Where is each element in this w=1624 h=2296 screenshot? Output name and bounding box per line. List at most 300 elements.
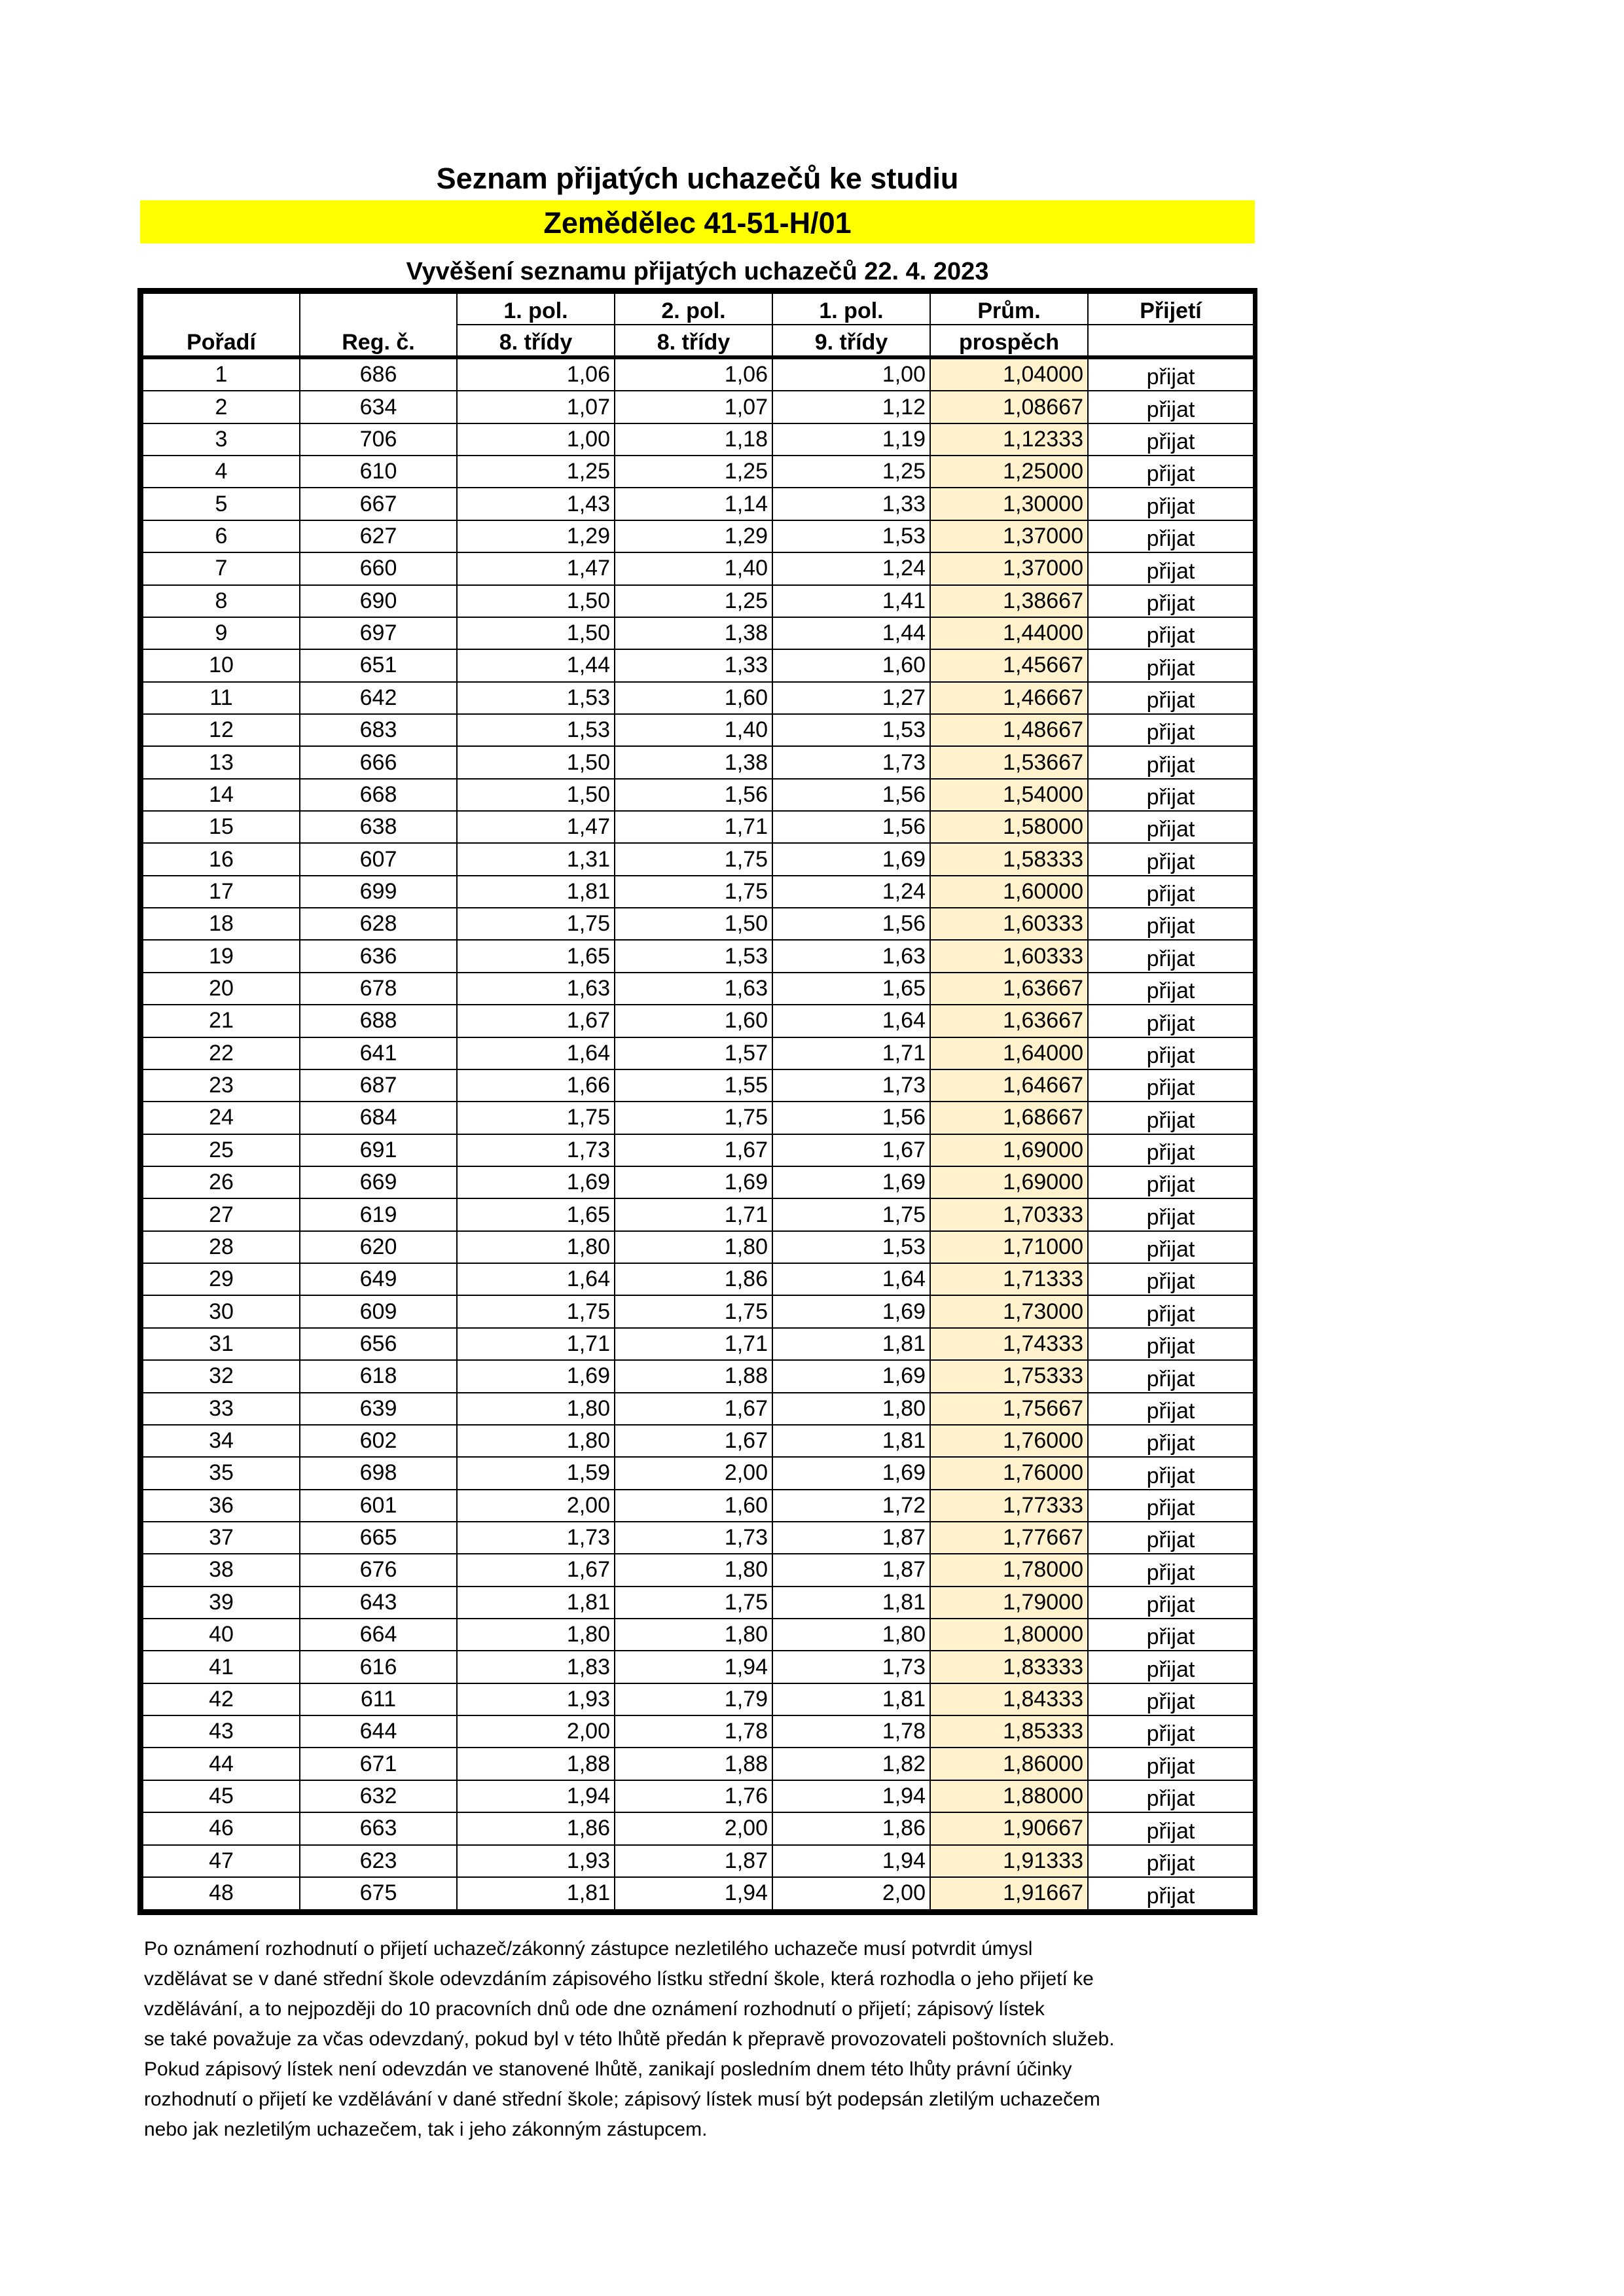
rank-cell: 1: [143, 357, 300, 391]
grade3-cell: 1,69: [772, 1166, 930, 1198]
note-line: rozhodnutí o přijetí ke vzdělávání v dané střední škole; zápisový lístek musí být podepsán zletilým uchazečem: [144, 2089, 1100, 2110]
grade2-cell: 1,60: [615, 682, 772, 714]
table-row: [143, 1198, 1254, 1230]
grade3-cell: 1,73: [772, 1651, 930, 1683]
grade3-cell: 1,41: [772, 585, 930, 617]
average-cell: 1,46667: [930, 682, 1088, 714]
header-admission-blank: [1088, 325, 1254, 357]
average-cell: 1,60333: [930, 908, 1088, 940]
grade1-cell: 2,00: [457, 1715, 615, 1748]
table-row: [143, 973, 1254, 1005]
admission-cell: přijat: [1088, 1295, 1254, 1327]
grade1-cell: 1,65: [457, 940, 615, 972]
grade1-cell: 1,86: [457, 1812, 615, 1844]
average-cell: 1,88000: [930, 1780, 1088, 1812]
grade2-cell: 1,07: [615, 391, 772, 423]
grade3-cell: 1,25: [772, 456, 930, 488]
admission-cell: přijat: [1088, 1457, 1254, 1489]
admission-cell: přijat: [1088, 811, 1254, 843]
grade2-cell: 1,94: [615, 1877, 772, 1910]
rank-cell: 45: [143, 1780, 300, 1812]
admission-cell: přijat: [1088, 391, 1254, 423]
table-row: [143, 1037, 1254, 1069]
results-table: [137, 288, 1257, 1915]
grade1-cell: 1,53: [457, 682, 615, 714]
table-row: [143, 617, 1254, 649]
grade3-cell: 1,72: [772, 1490, 930, 1522]
grade3-cell: 1,81: [772, 1683, 930, 1715]
grade3-cell: 1,94: [772, 1780, 930, 1812]
admission-cell: přijat: [1088, 357, 1254, 391]
admission-cell: přijat: [1088, 1587, 1254, 1619]
table-row: [143, 1587, 1254, 1619]
average-cell: 1,60333: [930, 940, 1088, 972]
admission-cell: přijat: [1088, 617, 1254, 649]
average-cell: 1,58000: [930, 811, 1088, 843]
rank-cell: 37: [143, 1522, 300, 1554]
header-avg-top: Prům.: [930, 293, 1088, 325]
grade2-cell: 1,06: [615, 357, 772, 391]
grade3-cell: 1,19: [772, 423, 930, 456]
reg-cell: 683: [300, 714, 457, 746]
table-row: [143, 1877, 1254, 1910]
table-row: [143, 1166, 1254, 1198]
rank-cell: 27: [143, 1198, 300, 1230]
admission-cell: přijat: [1088, 940, 1254, 972]
grade2-cell: 1,75: [615, 1587, 772, 1619]
rank-cell: 10: [143, 649, 300, 681]
rank-cell: 11: [143, 682, 300, 714]
average-cell: 1,86000: [930, 1748, 1088, 1780]
grade1-cell: 1,75: [457, 1102, 615, 1134]
grade2-cell: 1,50: [615, 908, 772, 940]
average-cell: 1,69000: [930, 1134, 1088, 1166]
grade2-cell: 1,71: [615, 811, 772, 843]
grade2-cell: 1,69: [615, 1166, 772, 1198]
grade1-cell: 1,93: [457, 1683, 615, 1715]
header-col1-bottom: 8. třídy: [457, 325, 615, 357]
grade1-cell: 1,80: [457, 1393, 615, 1425]
grade1-cell: 1,00: [457, 423, 615, 456]
average-cell: 1,71333: [930, 1263, 1088, 1295]
table-row: [143, 1490, 1254, 1522]
table-row: [143, 1425, 1254, 1457]
admission-cell: přijat: [1088, 649, 1254, 681]
admission-cell: přijat: [1088, 1845, 1254, 1877]
grade2-cell: 1,87: [615, 1845, 772, 1877]
grade1-cell: 1,07: [457, 391, 615, 423]
grade2-cell: 1,71: [615, 1328, 772, 1360]
grade1-cell: 1,50: [457, 746, 615, 778]
table-row: [143, 940, 1254, 972]
rank-cell: 28: [143, 1231, 300, 1263]
table-row: [143, 714, 1254, 746]
note-line: vzdělávat se v dané střední škole odevzdáním zápisového lístku střední škole, která rozhodla o jeho přijetí ke: [144, 1968, 1094, 1990]
grade2-cell: 1,38: [615, 746, 772, 778]
admission-cell: přijat: [1088, 1328, 1254, 1360]
grade3-cell: 1,71: [772, 1037, 930, 1069]
admission-cell: přijat: [1088, 585, 1254, 617]
admission-cell: přijat: [1088, 456, 1254, 488]
grade1-cell: 1,53: [457, 714, 615, 746]
grade3-cell: 1,86: [772, 1812, 930, 1844]
admission-cell: přijat: [1088, 682, 1254, 714]
header-col2-bottom: 8. třídy: [615, 325, 772, 357]
table-row: [143, 779, 1254, 811]
rank-cell: 16: [143, 843, 300, 875]
rank-cell: 43: [143, 1715, 300, 1748]
grade1-cell: 1,81: [457, 1877, 615, 1910]
admission-cell: přijat: [1088, 1554, 1254, 1586]
reg-cell: 678: [300, 973, 457, 1005]
grade1-cell: 1,43: [457, 488, 615, 520]
grade3-cell: 1,65: [772, 973, 930, 1005]
rank-cell: 33: [143, 1393, 300, 1425]
grade2-cell: 1,75: [615, 876, 772, 908]
table-row: [143, 391, 1254, 423]
table-row: [143, 1780, 1254, 1812]
table-row: [143, 1005, 1254, 1037]
grade2-cell: 1,33: [615, 649, 772, 681]
average-cell: 1,91667: [930, 1877, 1088, 1910]
reg-cell: 609: [300, 1295, 457, 1327]
grade1-cell: 1,69: [457, 1360, 615, 1392]
average-cell: 1,25000: [930, 456, 1088, 488]
reg-cell: 601: [300, 1490, 457, 1522]
grade2-cell: 1,67: [615, 1134, 772, 1166]
admission-cell: přijat: [1088, 552, 1254, 584]
grade3-cell: 1,82: [772, 1748, 930, 1780]
grade3-cell: 2,00: [772, 1877, 930, 1910]
table-row: [143, 1360, 1254, 1392]
reg-cell: 651: [300, 649, 457, 681]
admission-cell: přijat: [1088, 1069, 1254, 1102]
admission-cell: přijat: [1088, 1134, 1254, 1166]
grade3-cell: 1,73: [772, 1069, 930, 1102]
admission-cell: přijat: [1088, 1812, 1254, 1844]
admission-cell: přijat: [1088, 1102, 1254, 1134]
reg-cell: 642: [300, 682, 457, 714]
average-cell: 1,69000: [930, 1166, 1088, 1198]
grade1-cell: 1,73: [457, 1522, 615, 1554]
table-row: [143, 456, 1254, 488]
grade2-cell: 1,38: [615, 617, 772, 649]
program-name: Zemědělec 41-51-H/01: [140, 200, 1255, 243]
admission-cell: přijat: [1088, 1425, 1254, 1457]
average-cell: 1,30000: [930, 488, 1088, 520]
table-row: [143, 876, 1254, 908]
rank-cell: 9: [143, 617, 300, 649]
average-cell: 1,54000: [930, 779, 1088, 811]
header-col2-top: 2. pol.: [615, 293, 772, 325]
grade3-cell: 1,60: [772, 649, 930, 681]
table-row: [143, 649, 1254, 681]
grade3-cell: 1,81: [772, 1328, 930, 1360]
header-col3-bottom: 9. třídy: [772, 325, 930, 357]
admission-cell: přijat: [1088, 746, 1254, 778]
grade3-cell: 1,73: [772, 746, 930, 778]
reg-cell: 607: [300, 843, 457, 875]
rank-cell: 24: [143, 1102, 300, 1134]
grade1-cell: 1,66: [457, 1069, 615, 1102]
rank-cell: 19: [143, 940, 300, 972]
grade1-cell: 1,67: [457, 1005, 615, 1037]
grade2-cell: 1,60: [615, 1490, 772, 1522]
grade2-cell: 1,73: [615, 1522, 772, 1554]
table-row: [143, 1812, 1254, 1844]
table-row: [143, 1328, 1254, 1360]
rank-cell: 48: [143, 1877, 300, 1910]
rank-cell: 14: [143, 779, 300, 811]
average-cell: 1,37000: [930, 552, 1088, 584]
grade3-cell: 1,33: [772, 488, 930, 520]
grade2-cell: 1,67: [615, 1393, 772, 1425]
grade1-cell: 1,80: [457, 1231, 615, 1263]
reg-cell: 671: [300, 1748, 457, 1780]
grade2-cell: 1,40: [615, 714, 772, 746]
grade3-cell: 1,75: [772, 1198, 930, 1230]
grade3-cell: 1,12: [772, 391, 930, 423]
grade2-cell: 2,00: [615, 1812, 772, 1844]
grade2-cell: 1,25: [615, 585, 772, 617]
posting-date: Vyvěšení seznamu přijatých uchazečů 22. 4. 2023: [406, 258, 989, 285]
grade3-cell: 1,53: [772, 714, 930, 746]
grade2-cell: 1,67: [615, 1425, 772, 1457]
header-avg-bottom: prospěch: [930, 325, 1088, 357]
grade3-cell: 1,56: [772, 811, 930, 843]
grade1-cell: 1,83: [457, 1651, 615, 1683]
reg-cell: 676: [300, 1554, 457, 1586]
grade1-cell: 1,67: [457, 1554, 615, 1586]
rank-cell: 5: [143, 488, 300, 520]
grade2-cell: 1,88: [615, 1360, 772, 1392]
grade2-cell: 1,60: [615, 1005, 772, 1037]
average-cell: 1,73000: [930, 1295, 1088, 1327]
rank-cell: 22: [143, 1037, 300, 1069]
average-cell: 1,08667: [930, 391, 1088, 423]
reg-cell: 641: [300, 1037, 457, 1069]
header-col1-top: 1. pol.: [457, 293, 615, 325]
grade1-cell: 1,06: [457, 357, 615, 391]
grade2-cell: 1,78: [615, 1715, 772, 1748]
grade3-cell: 1,44: [772, 617, 930, 649]
admission-cell: přijat: [1088, 488, 1254, 520]
grade3-cell: 1,56: [772, 908, 930, 940]
rank-cell: 38: [143, 1554, 300, 1586]
page-title: Seznam přijatých uchazečů ke studiu: [436, 162, 959, 195]
grade2-cell: 1,14: [615, 488, 772, 520]
average-cell: 1,44000: [930, 617, 1088, 649]
rank-cell: 12: [143, 714, 300, 746]
grade2-cell: 1,75: [615, 843, 772, 875]
reg-cell: 643: [300, 1587, 457, 1619]
rank-cell: 34: [143, 1425, 300, 1457]
grade1-cell: 1,69: [457, 1166, 615, 1198]
grade1-cell: 1,81: [457, 876, 615, 908]
grade1-cell: 1,50: [457, 779, 615, 811]
grade2-cell: 1,63: [615, 973, 772, 1005]
average-cell: 1,70333: [930, 1198, 1088, 1230]
admission-cell: přijat: [1088, 779, 1254, 811]
reg-cell: 667: [300, 488, 457, 520]
grade1-cell: 1,80: [457, 1425, 615, 1457]
table-row: [143, 423, 1254, 456]
admission-cell: přijat: [1088, 1166, 1254, 1198]
reg-cell: 687: [300, 1069, 457, 1102]
rank-cell: 7: [143, 552, 300, 584]
table-row: [143, 488, 1254, 520]
admission-cell: přijat: [1088, 876, 1254, 908]
table-row: [143, 1651, 1254, 1683]
average-cell: 1,64000: [930, 1037, 1088, 1069]
rank-cell: 23: [143, 1069, 300, 1102]
admission-cell: přijat: [1088, 908, 1254, 940]
grade1-cell: 1,59: [457, 1457, 615, 1489]
admission-note: [144, 1934, 1257, 2145]
admission-cell: přijat: [1088, 843, 1254, 875]
admission-cell: přijat: [1088, 1360, 1254, 1392]
rank-cell: 18: [143, 908, 300, 940]
reg-cell: 690: [300, 585, 457, 617]
grade3-cell: 1,87: [772, 1554, 930, 1586]
note-line: Po oznámení rozhodnutí o přijetí uchazeč/zákonný zástupce nezletilého uchazeče musí potvrdit úmysl: [144, 1938, 1033, 1960]
admission-cell: přijat: [1088, 714, 1254, 746]
grade2-cell: 1,18: [615, 423, 772, 456]
average-cell: 1,77667: [930, 1522, 1088, 1554]
table-row: [143, 1102, 1254, 1134]
admission-cell: přijat: [1088, 1877, 1254, 1910]
admission-cell: přijat: [1088, 973, 1254, 1005]
rank-cell: 40: [143, 1619, 300, 1651]
admission-cell: přijat: [1088, 1748, 1254, 1780]
rank-cell: 25: [143, 1134, 300, 1166]
table-row: [143, 908, 1254, 940]
rank-cell: 3: [143, 423, 300, 456]
table-row: [143, 1683, 1254, 1715]
reg-cell: 610: [300, 456, 457, 488]
admission-cell: přijat: [1088, 1198, 1254, 1230]
grade1-cell: 1,80: [457, 1619, 615, 1651]
grade3-cell: 1,69: [772, 843, 930, 875]
header-admission: Přijetí: [1088, 293, 1254, 325]
table-row: [143, 1522, 1254, 1554]
reg-cell: 664: [300, 1619, 457, 1651]
average-cell: 1,37000: [930, 520, 1088, 552]
grade1-cell: 1,31: [457, 843, 615, 875]
grade1-cell: 1,75: [457, 908, 615, 940]
admission-cell: přijat: [1088, 1522, 1254, 1554]
rank-cell: 46: [143, 1812, 300, 1844]
rank-cell: 47: [143, 1845, 300, 1877]
table-row: [143, 1619, 1254, 1651]
rank-cell: 15: [143, 811, 300, 843]
admission-cell: přijat: [1088, 1393, 1254, 1425]
rank-cell: 26: [143, 1166, 300, 1198]
average-cell: 1,85333: [930, 1715, 1088, 1748]
average-cell: 1,84333: [930, 1683, 1088, 1715]
reg-cell: 634: [300, 391, 457, 423]
average-cell: 1,83333: [930, 1651, 1088, 1683]
grade1-cell: 1,25: [457, 456, 615, 488]
reg-cell: 638: [300, 811, 457, 843]
average-cell: 1,60000: [930, 876, 1088, 908]
table-row: [143, 1715, 1254, 1748]
average-cell: 1,63667: [930, 1005, 1088, 1037]
grade1-cell: 1,50: [457, 585, 615, 617]
reg-cell: 656: [300, 1328, 457, 1360]
reg-cell: 686: [300, 357, 457, 391]
reg-cell: 644: [300, 1715, 457, 1748]
average-cell: 1,77333: [930, 1490, 1088, 1522]
admission-cell: přijat: [1088, 1715, 1254, 1748]
rank-cell: 36: [143, 1490, 300, 1522]
grade3-cell: 1,64: [772, 1005, 930, 1037]
table-row: [143, 585, 1254, 617]
average-cell: 1,91333: [930, 1845, 1088, 1877]
admission-cell: přijat: [1088, 423, 1254, 456]
reg-cell: 699: [300, 876, 457, 908]
admission-cell: přijat: [1088, 1683, 1254, 1715]
grade3-cell: 1,56: [772, 1102, 930, 1134]
reg-cell: 684: [300, 1102, 457, 1134]
reg-cell: 636: [300, 940, 457, 972]
rank-cell: 20: [143, 973, 300, 1005]
reg-cell: 666: [300, 746, 457, 778]
average-cell: 1,75333: [930, 1360, 1088, 1392]
note-line: Pokud zápisový lístek není odevzdán ve stanovené lhůtě, zanikají posledním dnem této lhůty právní účinky: [144, 2058, 1072, 2080]
grade3-cell: 1,56: [772, 779, 930, 811]
table-row: [143, 1069, 1254, 1102]
grade2-cell: 1,25: [615, 456, 772, 488]
average-cell: 1,04000: [930, 357, 1088, 391]
grade2-cell: 1,86: [615, 1263, 772, 1295]
rank-cell: 35: [143, 1457, 300, 1489]
table-row: [143, 1748, 1254, 1780]
reg-cell: 668: [300, 779, 457, 811]
grade3-cell: 1,67: [772, 1134, 930, 1166]
grade1-cell: 1,88: [457, 1748, 615, 1780]
reg-cell: 632: [300, 1780, 457, 1812]
grade3-cell: 1,87: [772, 1522, 930, 1554]
grade1-cell: 1,93: [457, 1845, 615, 1877]
rank-cell: 39: [143, 1587, 300, 1619]
header-rank: Pořadí: [143, 325, 300, 357]
rank-cell: 42: [143, 1683, 300, 1715]
rank-cell: 32: [143, 1360, 300, 1392]
table-row: [143, 357, 1254, 391]
reg-cell: 706: [300, 423, 457, 456]
rank-cell: 4: [143, 456, 300, 488]
reg-cell: 639: [300, 1393, 457, 1425]
grade1-cell: 1,64: [457, 1263, 615, 1295]
reg-cell: 602: [300, 1425, 457, 1457]
reg-cell: 619: [300, 1198, 457, 1230]
table-body: [143, 357, 1254, 1910]
rank-cell: 13: [143, 746, 300, 778]
reg-cell: 618: [300, 1360, 457, 1392]
grade2-cell: 1,80: [615, 1619, 772, 1651]
grade1-cell: 1,71: [457, 1328, 615, 1360]
rank-cell: 2: [143, 391, 300, 423]
grade3-cell: 1,81: [772, 1425, 930, 1457]
grade1-cell: 1,81: [457, 1587, 615, 1619]
reg-cell: 663: [300, 1812, 457, 1844]
grade1-cell: 1,50: [457, 617, 615, 649]
table-row: [143, 746, 1254, 778]
table-row: [143, 1134, 1254, 1166]
grade3-cell: 1,94: [772, 1845, 930, 1877]
grade2-cell: 1,75: [615, 1102, 772, 1134]
